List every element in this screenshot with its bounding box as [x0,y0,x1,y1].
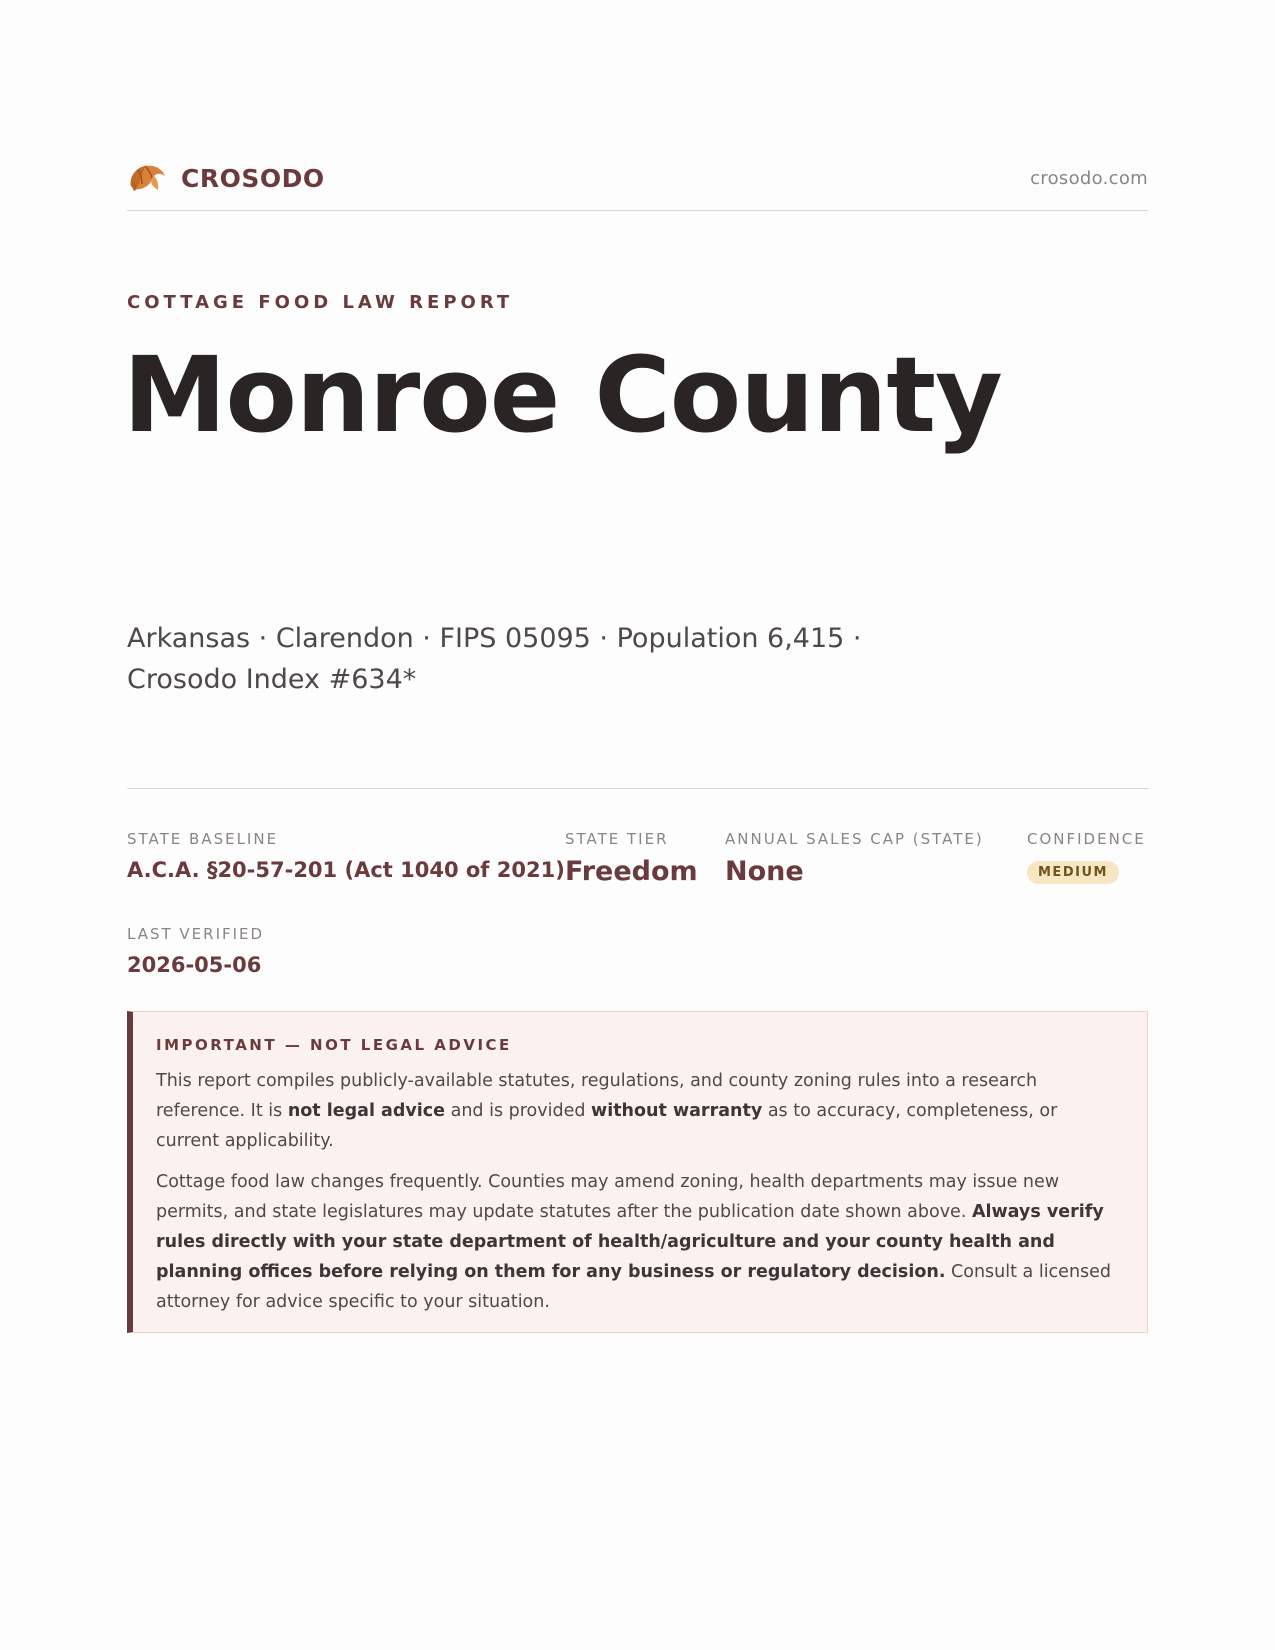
fact-label: LAST VERIFIED [127,925,265,943]
notice-emphasis: Always verify rules directly with your state department of health/agriculture and your county health and planning offices before relying on them for any business or regulatory decision. [156,1202,1104,1282]
page-header [127,160,1148,211]
report-eyebrow: COTTAGE FOOD LAW REPORT [127,292,514,313]
fact-value: Freedom [565,856,698,887]
notice-text: and is provided [445,1101,592,1121]
fact-label: STATE BASELINE [127,830,279,848]
section-divider [127,788,1148,789]
legal-notice [127,1011,1148,1333]
fact-value: 2026-05-06 [127,953,262,977]
notice-text: This report compiles publicly-available statutes, regulations, and county zoning rules into a research reference. It is [156,1071,1038,1121]
fact-value: A.C.A. §20-57-201 (Act 1040 of 2021) [127,858,565,882]
site-url-link[interactable]: crosodo.com [1030,168,1148,189]
brand[interactable] [127,160,325,196]
croissant-icon [127,160,167,196]
subtitle-line: Crosodo Index #634* [127,664,417,695]
notice-text: Consult a licensed attorney for advice specific to your situation. [156,1262,1112,1312]
fact-last-verified [127,925,264,977]
status-badge: MEDIUM [1027,861,1119,884]
notice-title: IMPORTANT — NOT LEGAL ADVICE [156,1036,512,1054]
notice-emphasis: without warranty [591,1101,763,1121]
brand-name: CROSODO [181,163,325,193]
notice-paragraph [156,1167,1123,1317]
page-title: Monroe County [123,334,1002,456]
fact-label: ANNUAL SALES CAP (STATE) [725,830,984,848]
notice-text: as to accuracy, completeness, or current applicability. [156,1101,1058,1151]
notice-text: Cottage food law changes frequently. Counties may amend zoning, health departments may issue new permits, and state legislatures may update statutes after the publication date shown above. [156,1172,1060,1222]
subtitle-line: Arkansas · Clarendon · FIPS 05095 · Population 6,415 · [127,623,862,654]
fact-confidence [1027,830,1146,884]
notice-emphasis: not legal advice [287,1101,446,1121]
fact-annual-sales-cap [725,830,984,887]
notice-paragraph [156,1066,1123,1156]
fact-state-baseline [127,830,565,882]
fact-label: CONFIDENCE [1027,830,1146,848]
report-subtitle [127,618,887,700]
fact-state-tier [565,830,698,887]
fact-label: STATE TIER [565,830,669,848]
fact-value: None [725,856,804,887]
